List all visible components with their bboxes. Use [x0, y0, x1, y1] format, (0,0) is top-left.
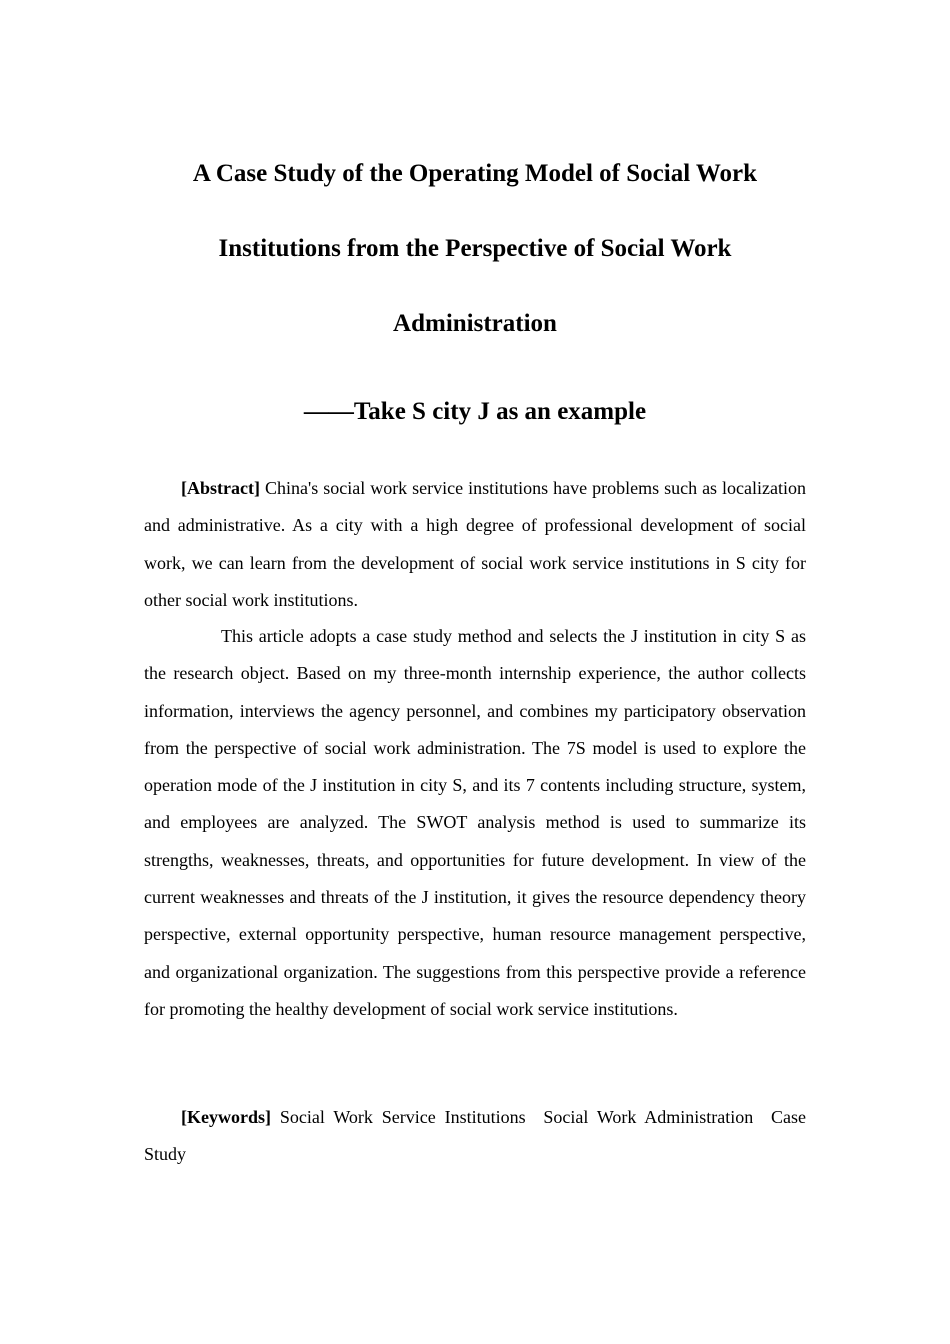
keyword: Case Study — [144, 1107, 806, 1165]
keyword: Social Work Administration — [543, 1107, 754, 1127]
title-line-3: Administration — [393, 310, 557, 337]
title-line-1: A Case Study of the Operating Model of Social Work — [192, 160, 758, 187]
abstract-paragraph-2: This article adopts a case study method and selects the J institution in city S as the research object. Based on my three-month internship experience, the author collects information, interviews the agency personnel, and combines my participatory observation from the perspective of social work administration. The 7S model is used to explore the operation mode of the J institution in city S, and its 7 contents including structure, system, and employees are analyzed. The SWOT analysis method is used to summarize its strengths, weaknesses, threats, and opportunities for future development. In view of the current weaknesses and threats of the J institution, it gives the resource dependency theory perspective, external opportunity perspective, human resource management perspective, and organizational organization. The suggestions from this perspective provide a reference for promoting the healthy development of social work service institutions. — [144, 626, 806, 1019]
subtitle: ——Take S city J as an example — [303, 398, 647, 425]
title-line-2: Institutions from the Perspective of Social Work — [218, 235, 732, 262]
abstract-text: China's social work service institutions have problems such as localization and administrative. As a city with a high degree of professional development of social work, we can learn from the development of social work service institutions in S city for other social work institutions. — [144, 478, 807, 610]
keywords-label: [Keywords] — [181, 1107, 271, 1127]
abstract-paragraph — [144, 470, 806, 619]
abstract-label: [Abstract] — [181, 478, 260, 498]
keyword: Social Work Service Institutions — [279, 1107, 526, 1127]
keywords-paragraph — [144, 1099, 806, 1174]
